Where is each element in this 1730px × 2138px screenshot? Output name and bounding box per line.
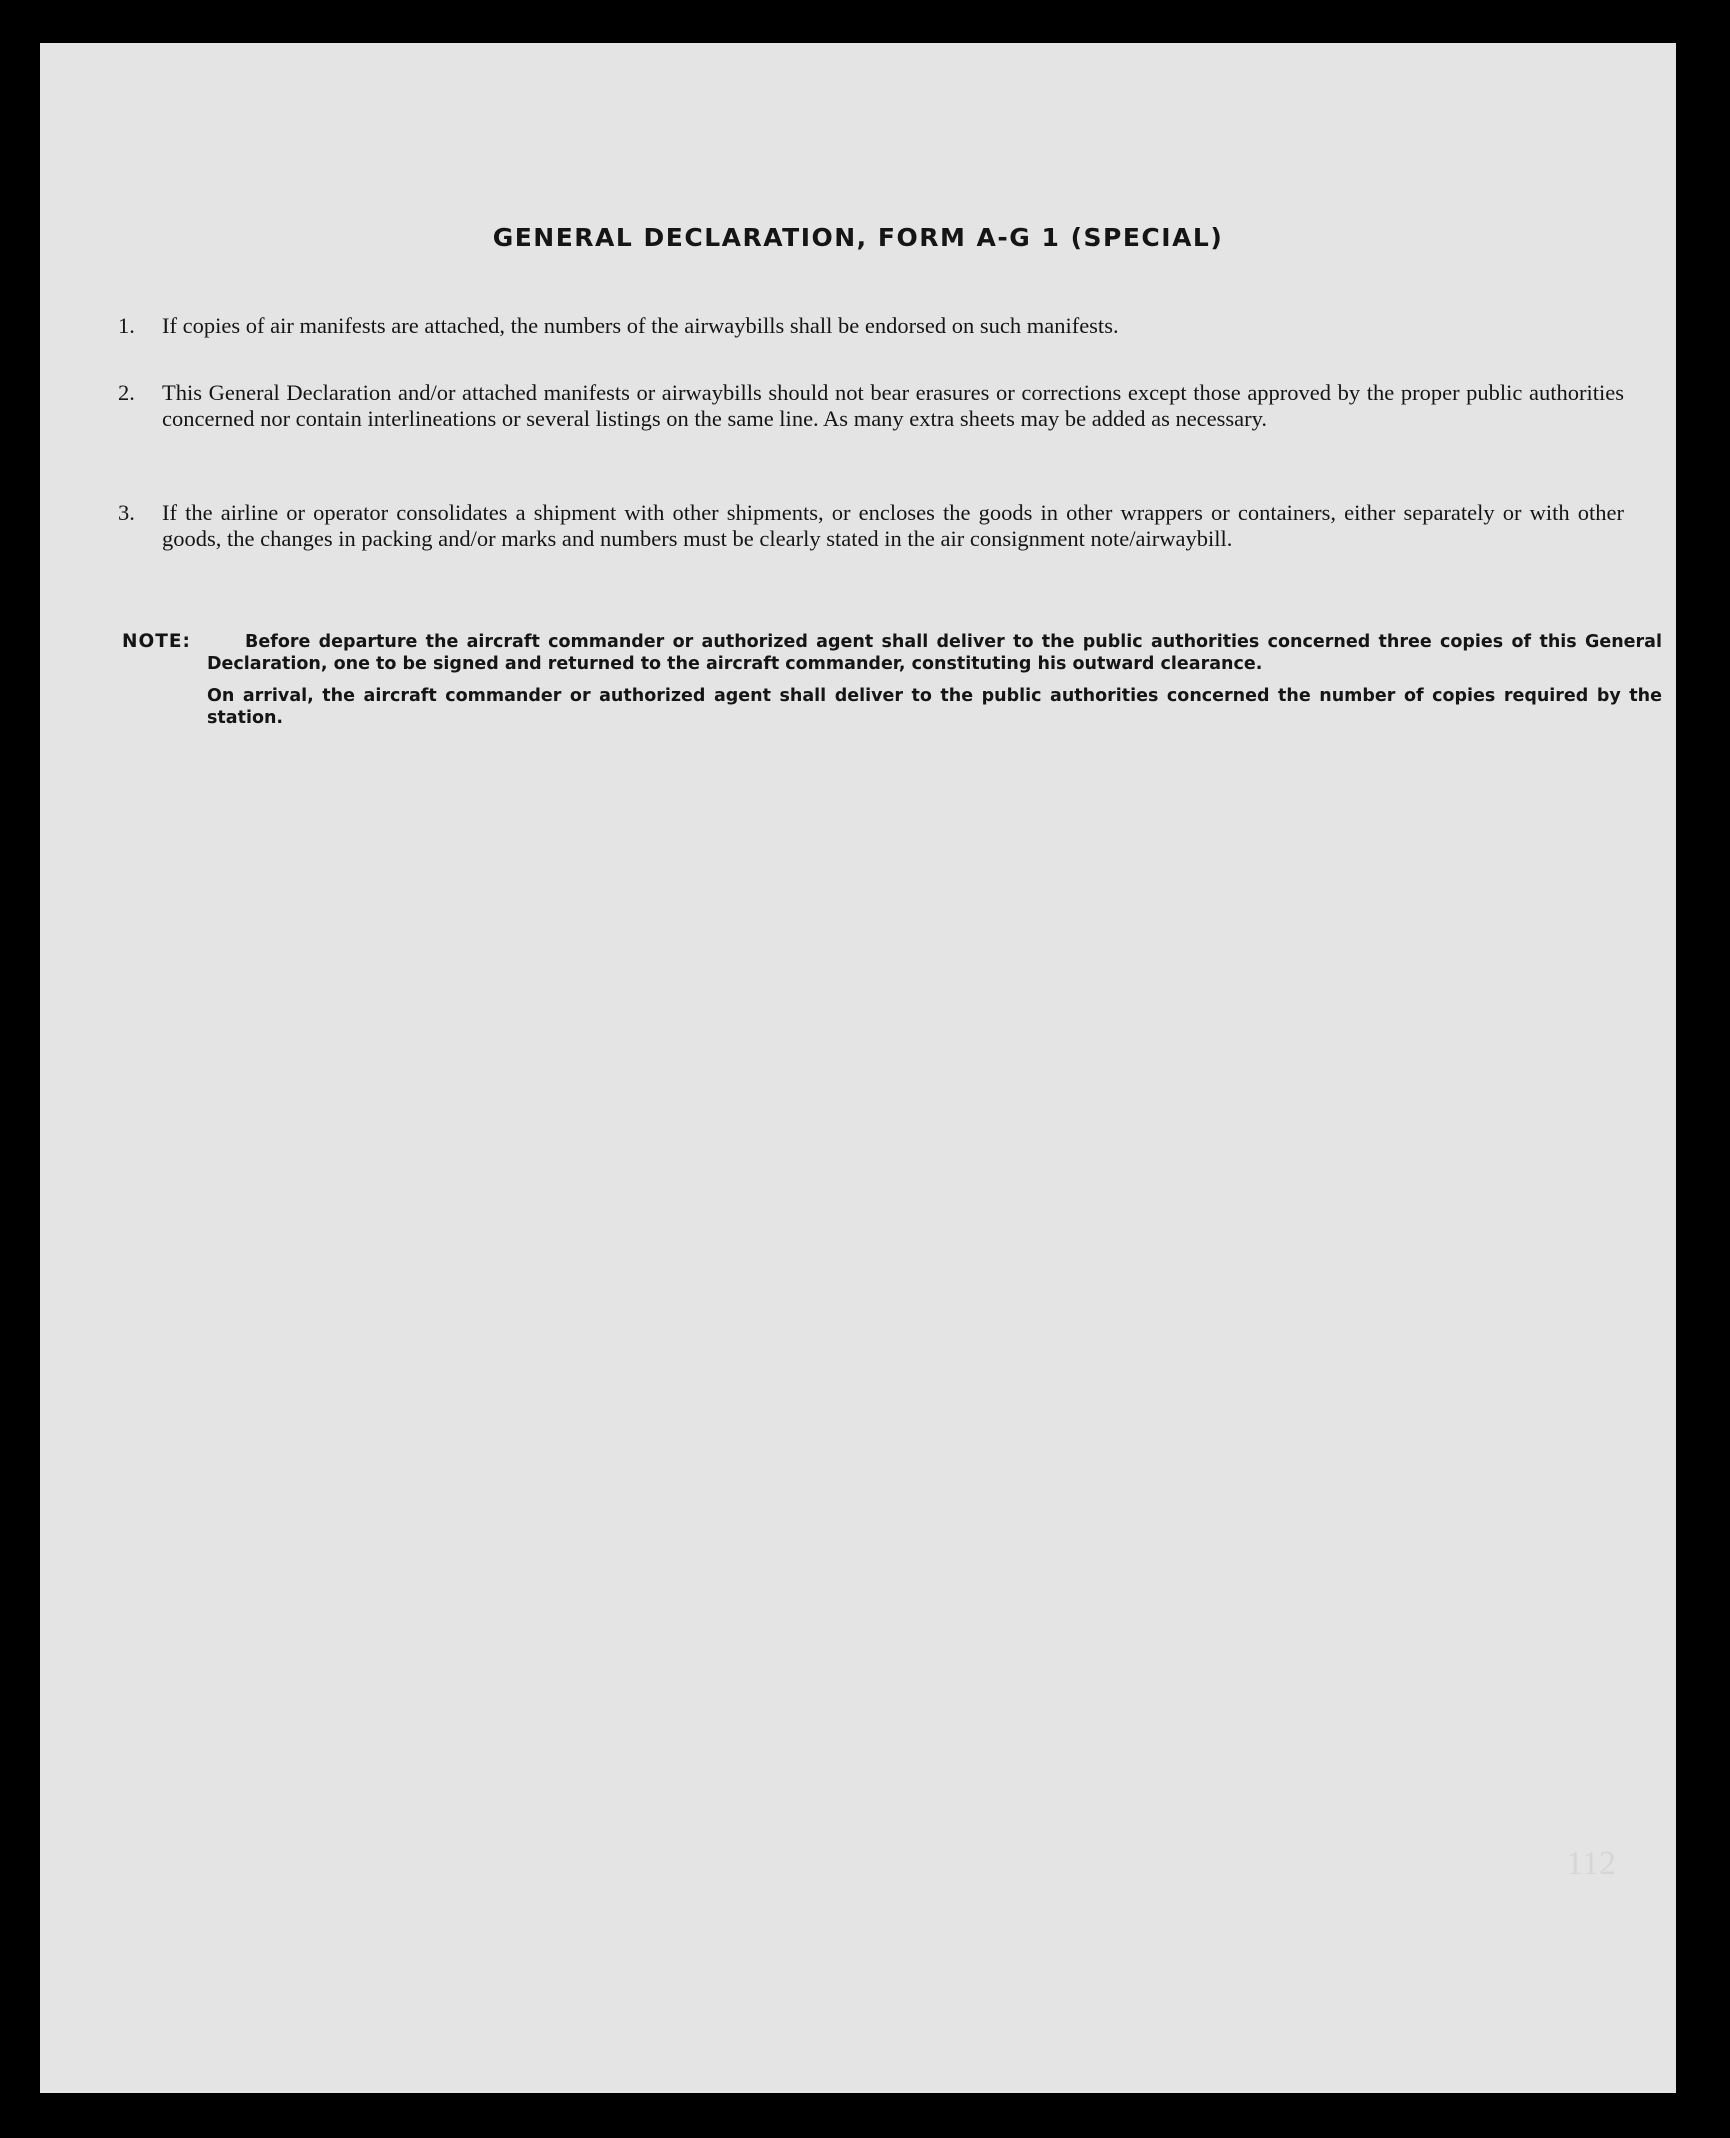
item-number: 3.: [118, 500, 135, 525]
note-section: [122, 631, 1662, 729]
item-text: If copies of air manifests are attached, the numbers of the airwaybills shall be endorsed on such manifests.: [162, 313, 1119, 338]
faint-page-number: 112: [1566, 1845, 1616, 1882]
list-item: [118, 380, 1624, 432]
item-text: This General Declaration and/or attached manifests or airwaybills should not bear erasures or corrections except those approved by the proper public authorities concerned nor contain interlineations or several listings on the same line. As many extra sheets may be added as necessary.: [162, 380, 1624, 431]
item-number: 1.: [118, 313, 135, 338]
note-paragraph-departure: Before departure the aircraft commander or authorized agent shall deliver to the public authorities concerned three copies of this General Declaration, one to be signed and returned to the aircraft commander, constituting his outward clearance.: [207, 632, 1662, 674]
document-page: [40, 43, 1676, 2093]
note-paragraph-arrival: On arrival, the aircraft commander or authorized agent shall deliver to the public authorities concerned the number of copies required by the station.: [207, 686, 1662, 728]
item-text: If the airline or operator consolidates a shipment with other shipments, or encloses the goods in other wrappers or containers, either separately or with other goods, the changes in packing and/or marks and numbers must be clearly stated in the air consignment note/airwaybill.: [162, 500, 1624, 551]
page-title: GENERAL DECLARATION, FORM A-G 1 (SPECIAL): [492, 223, 1224, 252]
note-label: NOTE:: [122, 631, 191, 652]
item-number: 2.: [118, 380, 135, 405]
list-item: [118, 313, 1624, 339]
list-item: [118, 500, 1624, 552]
